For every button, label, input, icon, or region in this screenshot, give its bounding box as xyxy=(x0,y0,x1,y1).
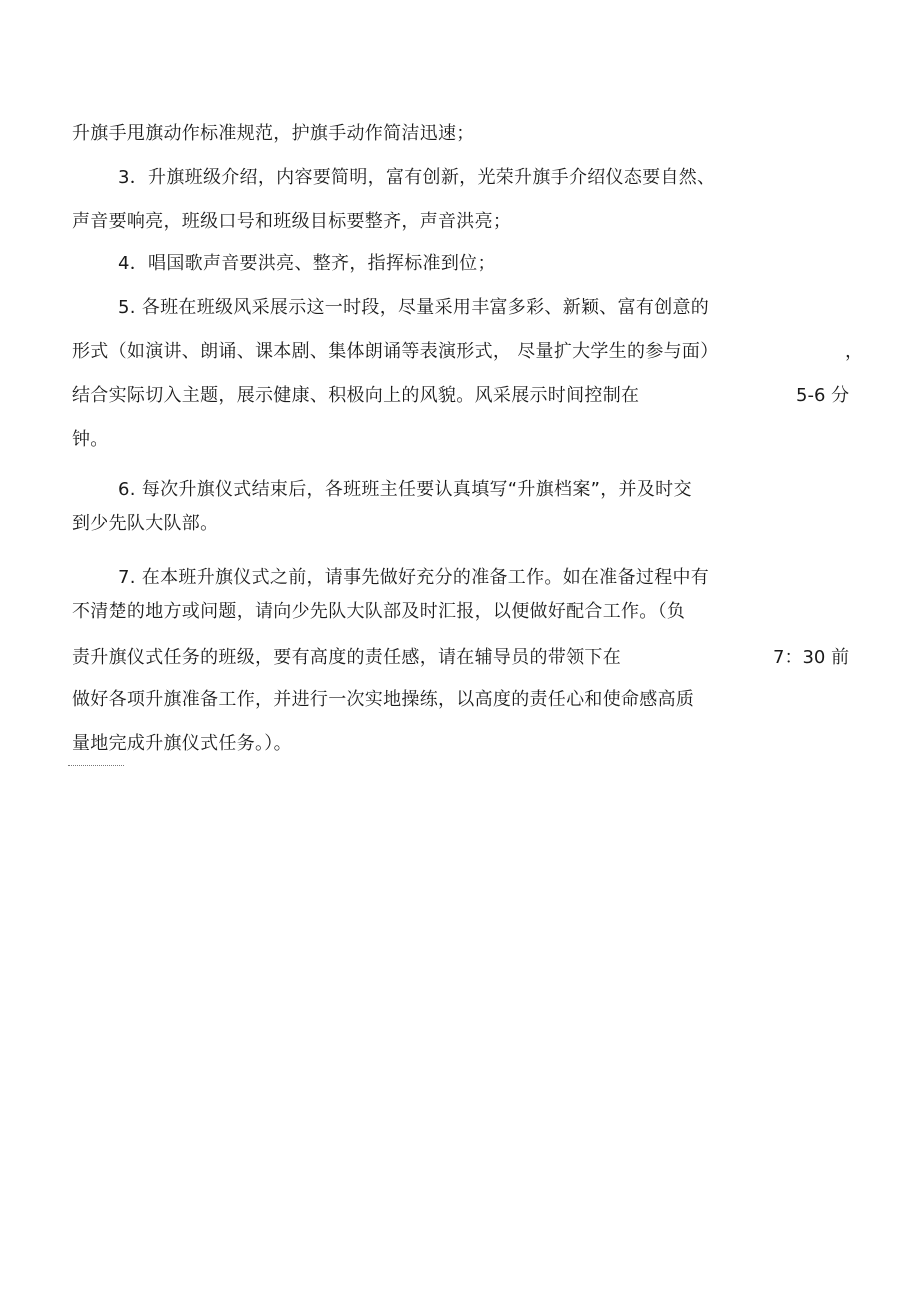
text-line-11: 7. 在本班升旗仪式之前，请事先做好充分的准备工作。如在准备过程中有 xyxy=(118,567,710,588)
text-line-10: 到少先队大队部。 xyxy=(72,513,219,534)
text-line-12: 不清楚的地方或问题，请向少先队大队部及时汇报，以便做好配合工作。（负 xyxy=(72,601,686,622)
text-line-8: 钟。 xyxy=(72,429,109,450)
text-line-13: 责升旗仪式任务的班级，要有高度的责任感，请在辅导员的带领下在 xyxy=(72,647,621,668)
text-line-6: 形式（如演讲、朗诵、课本剧、集体朗诵等表演形式， 尽量扩大学生的参与面） xyxy=(72,341,719,362)
text-line-2: 3．升旗班级介绍，内容要简明，富有创新，光荣升旗手介绍仪态要自然、 xyxy=(118,167,716,188)
text-line-13-tail: 7：30 前 xyxy=(773,647,850,668)
text-line-6-tail: ， xyxy=(845,341,863,362)
footnote-divider xyxy=(68,765,124,766)
text-line-3: 声音要响亮，班级口号和班级目标要整齐，声音洪亮； xyxy=(72,211,512,232)
text-line-7: 结合实际切入主题，展示健康、积极向上的风貌。风采展示时间控制在 xyxy=(72,385,640,406)
text-line-1: 升旗手甩旗动作标准规范，护旗手动作简洁迅速； xyxy=(72,123,475,144)
text-line-7-tail: 5-6 分 xyxy=(796,385,850,406)
text-line-4: 4．唱国歌声音要洪亮、整齐，指挥标准到位； xyxy=(118,253,496,274)
text-line-14: 做好各项升旗准备工作，并进行一次实地操练，以高度的责任心和使命感高质 xyxy=(72,689,695,710)
text-line-9: 6. 每次升旗仪式结束后，各班班主任要认真填写“升旗档案”，并及时交 xyxy=(118,479,692,500)
text-line-5: 5. 各班在班级风采展示这一时段，尽量采用丰富多彩、新颖、富有创意的 xyxy=(118,297,710,318)
text-line-15: 量地完成升旗仪式任务。）。 xyxy=(72,733,292,754)
